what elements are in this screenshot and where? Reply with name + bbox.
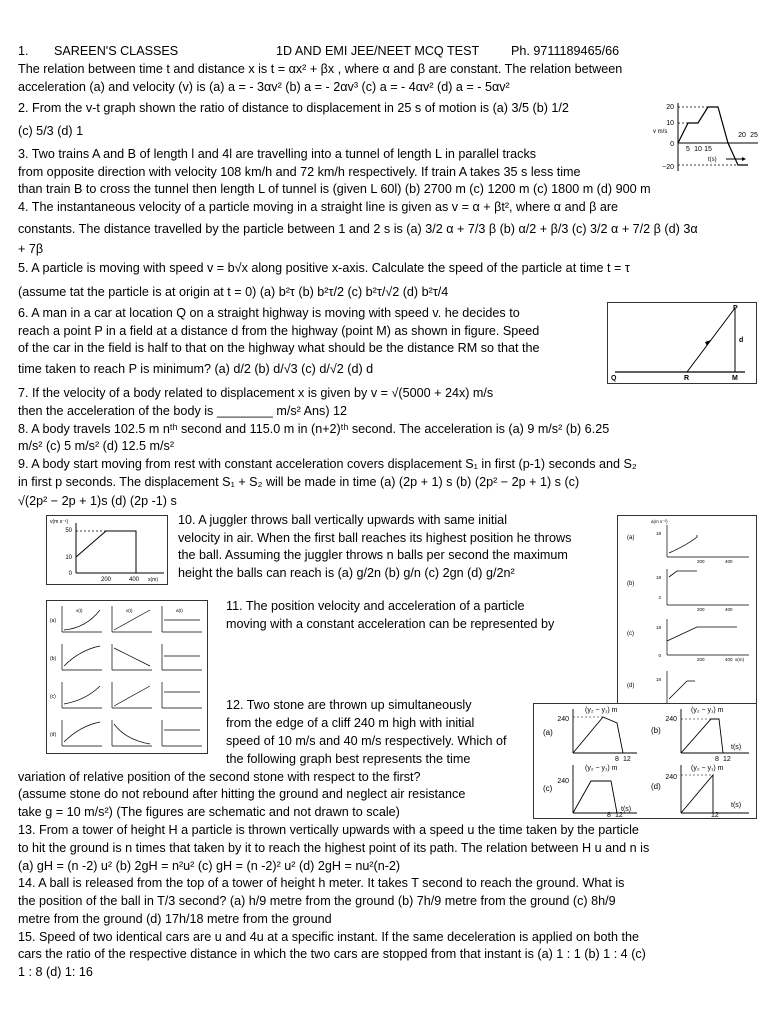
svg-text:0: 0 (68, 571, 72, 577)
q1-line-1: The relation between time t and distance x is t = αx² + βx , where α and β are constant. The relation between (18, 62, 623, 76)
svg-text:v(t): v(t) (126, 608, 133, 613)
q6-line-3: of the car in the field is half to that on the highway what should be the distance RM so that the (18, 341, 540, 355)
svg-text:240: 240 (557, 716, 569, 723)
q6-label-q: Q (611, 375, 617, 382)
q2-tick-20: 20 (666, 104, 674, 111)
svg-text:400: 400 (128, 577, 140, 583)
q10-options-figure (617, 515, 757, 711)
q3-line-3: than train B to cross the tunnel then length L of tunnel is (given L 60l) (b) 2700 m (c) 1200 m (c) 1800 m (d) 900 m (18, 182, 651, 196)
svg-text:200: 200 (100, 577, 112, 583)
svg-text:200: 200 (697, 607, 705, 612)
svg-text:8: 8 (715, 756, 719, 763)
svg-text:25: 25 (750, 132, 758, 139)
q12-line-3: speed of 10 m/s and 40 m/s respectively. Which of (226, 734, 507, 748)
svg-text:a(m s⁻²): a(m s⁻²) (651, 519, 668, 524)
svg-text:x(m): x(m) (735, 657, 744, 662)
q6-line-1: 6. A man in a car at location Q on a straight highway is moving with speed v. he decides to (18, 306, 520, 320)
svg-text:2: 2 (658, 595, 661, 600)
q6-line-4: time taken to reach P is minimum? (a) d/2 (b) d/√3 (c) d/√2 (d) d (18, 362, 374, 376)
q6-label-d: d (739, 337, 744, 344)
svg-text:0: 0 (658, 653, 661, 658)
q2-tick-10: 10 (666, 120, 674, 127)
svg-text:5: 5 (686, 146, 690, 153)
svg-text:18: 18 (655, 625, 661, 630)
q2-tick-neg20: −20 (662, 164, 674, 171)
q12-opt-b: (b) (651, 726, 661, 735)
q12-opt-c: (c) (543, 784, 553, 793)
q14-line-2: the position of the ball in T/3 second? (a) h/9 metre from the ground (b) 7h/9 metre from the ground (c) 8h/9 (18, 894, 616, 908)
q11-opt-d: (d) (50, 732, 57, 738)
svg-text:200: 200 (697, 657, 705, 662)
svg-text:(y₂ − y₁) m: (y₂ − y₁) m (691, 707, 724, 714)
svg-text:8: 8 (607, 812, 611, 819)
q12-opt-d: (d) (651, 782, 661, 791)
q12-line-7: take g = 10 m/s²) (The figures are schematic and not drawn to scale) (18, 805, 400, 819)
svg-text:400: 400 (725, 657, 733, 662)
q11-opt-c: (c) (50, 694, 56, 700)
q4-line-3: + 7β (18, 242, 44, 256)
q14-line-3: metre from the ground (d) 17h/18 metre from the ground (18, 912, 332, 926)
q10-vx-graph (46, 515, 168, 585)
svg-text:240: 240 (665, 774, 677, 781)
svg-text:18: 18 (655, 677, 661, 682)
svg-text:10: 10 (694, 146, 702, 153)
q8-line-2: m/s² (c) 5 m/s² (d) 12.5 m/s² (18, 439, 175, 453)
svg-text:400: 400 (725, 559, 733, 564)
q2-tick-0: 0 (670, 141, 674, 148)
q15-line-3: 1 : 8 (d) 1: 16 (18, 965, 93, 979)
q10-line-2: velocity in air. When the first ball reaches its highest position he throws (178, 531, 572, 545)
svg-text:50: 50 (65, 528, 72, 534)
q12-graphs (533, 703, 757, 819)
svg-text:(d): (d) (627, 683, 635, 689)
q8-line-1: 8. A body travels 102.5 m nᵗʰ second and 115.0 m in (n+2)ᵗʰ second. The acceleration is (a) 9 m/s² (b) 6.25 (18, 422, 610, 436)
svg-text:18: 18 (655, 531, 661, 536)
q10-xlabel: x(m) (148, 577, 158, 583)
q7-line-2: then the acceleration of the body is ________ m/s² Ans) 12 (18, 404, 348, 418)
q12-line-2: from the edge of a cliff 240 m high with initial (226, 716, 475, 730)
svg-text:20: 20 (738, 132, 746, 139)
q2-xlabel: t(s) (708, 157, 717, 163)
q7-line-1: 7. If the velocity of a body related to displacement x is given by v = √(5000 + 24x) m/s (18, 386, 494, 400)
header-number: 1. (18, 44, 29, 58)
svg-text:t(s): t(s) (621, 806, 632, 813)
header-phone: Ph. 9711189465/66 (511, 44, 620, 58)
svg-text:(y₂ − y₁) m: (y₂ − y₁) m (585, 707, 618, 714)
svg-text:12: 12 (723, 756, 731, 763)
q6-line-2: reach a point P in a field at a distance d from the highway (point M) as shown in figure. Speed (18, 324, 540, 338)
svg-text:a(t): a(t) (176, 608, 183, 613)
q10-line-3: the ball. Assuming the juggler throws n balls per second the maximum (178, 548, 568, 562)
q6-figure (607, 302, 757, 384)
q15-line-2: cars the ratio of the respective distance in which the two cars are stopped from that instant is (a) 1 : 1 (b) 1 : 4 (c) (18, 947, 646, 961)
q2-vt-graph (650, 99, 762, 173)
svg-text:240: 240 (665, 716, 677, 723)
q14-line-1: 14. A ball is released from the top of a tower of height h meter. It takes T second to reach the ground. What is (18, 876, 625, 890)
q3-line-1: 3. Two trains A and B of length l and 4l are travelling into a tunnel of length L in parallel tracks (18, 147, 537, 161)
q2-line-1: 2. From the v-t graph shown the ratio of distance to displacement in 25 s of motion is (a) 3/5 (b) 1/2 (18, 101, 569, 115)
svg-text:x(t): x(t) (76, 608, 83, 613)
q12-line-5: variation of relative position of the second stone with respect to the first? (18, 770, 421, 784)
svg-text:(y₂ − y₁) m: (y₂ − y₁) m (691, 765, 724, 772)
q2-ylabel: v m/s (653, 129, 668, 135)
header-test-title: 1D AND EMI JEE/NEET MCQ TEST (276, 44, 480, 58)
q11-opt-a: (a) (50, 618, 57, 624)
svg-text:(y₂ − y₁) m: (y₂ − y₁) m (585, 765, 618, 772)
svg-text:18: 18 (655, 575, 661, 580)
q11-line-2: moving with a constant acceleration can be represented by (226, 617, 555, 631)
svg-text:12: 12 (711, 812, 719, 819)
svg-text:(a): (a) (627, 535, 635, 541)
q9-line-3: √(2p² − 2p + 1)s (d) (2p -1) s (18, 494, 177, 508)
q13-line-1: 13. From a tower of height H a particle is thrown vertically upwards with a speed u the time taken by the particle (18, 823, 639, 837)
q11-opt-b: (b) (50, 656, 57, 662)
q6-label-r: R (684, 375, 690, 382)
svg-text:400: 400 (725, 607, 733, 612)
svg-text:t(s): t(s) (731, 802, 742, 809)
q12-line-6: (assume stone do not rebound after hitting the ground and neglect air resistance (18, 787, 466, 801)
q3-line-2: from opposite direction with velocity 108 km/h and 72 km/h respectively. If train A takes 35 s less time (18, 165, 581, 179)
svg-text:(c): (c) (627, 631, 634, 637)
q9-line-1: 9. A body start moving from rest with constant acceleration covers displacement S₁ in first (p-1) seconds and S₂ (18, 457, 637, 471)
q10-line-1: 10. A juggler throws ball vertically upwards with same initial (178, 513, 507, 527)
svg-text:t(s): t(s) (731, 744, 742, 751)
svg-text:12: 12 (615, 812, 623, 819)
svg-text:240: 240 (557, 778, 569, 785)
q13-line-3: (a) gH = (n -2) u² (b) 2gH = n²u² (c) gH = (n -2)² u² (d) 2gH = nu²(n-2) (18, 859, 401, 873)
q15-line-1: 15. Speed of two identical cars are u and 4u at a specific instant. If the same deceleration is applied on both the (18, 930, 639, 944)
q11-options-figure (46, 600, 208, 754)
q4-line-2: constants. The distance travelled by the particle between 1 and 2 s is (a) 3/2 α + 7/3 β (b) α/2 + β/3 (c) 3/2 α + 7/2 β (d) 3α (18, 222, 698, 236)
q10-line-4: height the balls can reach is (a) g/2n (b) g/n (c) 2gn (d) g/2n² (178, 566, 515, 580)
q6-label-p: P (733, 305, 738, 312)
q12-opt-a: (a) (543, 728, 553, 737)
svg-text:10: 10 (65, 555, 72, 561)
q10-ylabel: v(m s⁻¹) (50, 519, 69, 525)
q6-label-m: M (732, 375, 738, 382)
q2-line-2: (c) 5/3 (d) 1 (18, 124, 84, 138)
q5-line-1: 5. A particle is moving with speed v = b√x along positive x-axis. Calculate the speed of the particle at time t = τ (18, 261, 630, 275)
svg-text:200: 200 (697, 559, 705, 564)
q12-line-4: the following graph best represents the time (226, 752, 471, 766)
q13-line-2: to hit the ground is n times that taken by it to reach the highest point of its path. The relation between H u and n is (18, 841, 650, 855)
q12-line-1: 12. Two stone are thrown up simultaneously (226, 698, 472, 712)
q4-line-1: 4. The instantaneous velocity of a particle moving in a straight line is given as v = α + βt², where α and β are (18, 200, 619, 214)
svg-text:(b): (b) (627, 581, 635, 587)
svg-text:12: 12 (623, 756, 631, 763)
q5-line-2: (assume tat the particle is at origin at t = 0) (a) b²τ (b) b²τ/2 (c) b²τ/√2 (d) b²τ/4 (18, 285, 449, 299)
q9-line-2: in first p seconds. The displacement S₁ + S₂ will be made in time (a) (2p + 1) s (b) (2p² − 2p + 1) s (c) (18, 475, 580, 489)
header-line (18, 43, 620, 60)
header-institute: SAREEN'S CLASSES (54, 44, 179, 58)
svg-text:8: 8 (615, 756, 619, 763)
q1-line-2: acceleration (a) and velocity (v) is (a) a = - 3αv² (b) a = - 2αv³ (c) a = - 4αv² (d) a = - 5αv² (18, 80, 510, 94)
q11-line-1: 11. The position velocity and acceleration of a particle (226, 599, 525, 613)
svg-text:15: 15 (704, 146, 712, 153)
